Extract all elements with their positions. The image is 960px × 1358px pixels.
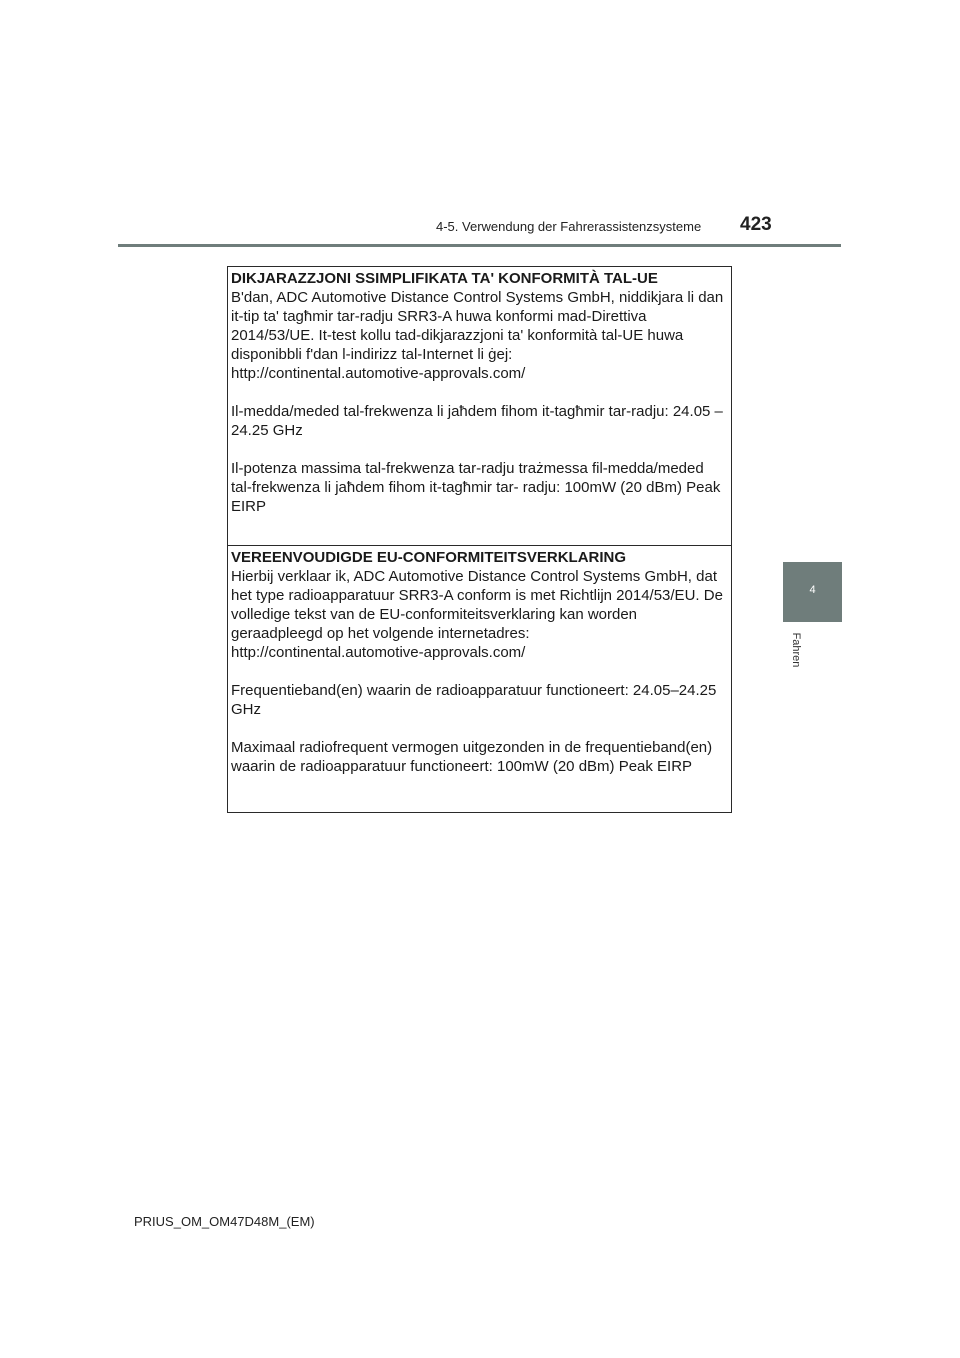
frequency-band-text: Frequentieband(en) waarin de radioapparatuur functioneert: 24.05–24.25 GHz xyxy=(231,682,717,718)
declaration-statement xyxy=(231,288,727,383)
declaration-maltese xyxy=(228,267,731,545)
chapter-label xyxy=(786,628,806,678)
header-divider xyxy=(118,244,841,247)
declaration-heading: VEREENVOUDIGDE EU-CONFORMITEITSVERKLARING xyxy=(231,549,627,566)
frequency-band-text: Il-medda/meded tal-frekwenza li jaħdem fihom it-tagħmir tar-radju: 24.05 –24.25 GHz xyxy=(231,403,723,439)
chapter-label-text: Fahren xyxy=(790,632,802,668)
declaration-heading: DIKJARAZZJONI SSIMPLIFIKATA TA' KONFORMITÀ TAL-UE xyxy=(231,270,658,287)
declaration-url: http://continental.automotive-approvals.com/ xyxy=(231,644,526,661)
document-code: PRIUS_OM_OM47D48M_(EM) xyxy=(134,1214,315,1229)
statement-text: B'dan, ADC Automotive Distance Control Systems GmbH, niddikjara li dan it-tip ta' tagħmir tar-radju SRR3-A huwa konformi mad-Direttiva 2014/53/UE. It-test kollu tad-dikjarazzjoni ta' konformità tal-UE huwa disponibbli f'dan l-indirizz tal-Internet li ġej: xyxy=(231,289,724,363)
page-number: 423 xyxy=(740,214,772,235)
chapter-number: 4 xyxy=(809,584,816,596)
statement-text: Hierbij verklaar ik, ADC Automotive Distance Control Systems GmbH, dat het type radioapparatuur SRR3-A conform is met Richtlijn 2014/53/EU. De volledige tekst van de EU-conformiteitsverklaring kan worden geraadpleegd op het volgende internetadres: xyxy=(231,568,723,642)
max-power-text: Il-potenza massima tal-frekwenza tar-radju trażmessa fil-medda/meded tal-frekwenza li jaħdem fihom it-tagħmir tar- radju: 100mW (20 dBm) Peak EIRP xyxy=(231,460,721,515)
declaration-url: http://continental.automotive-approvals.com/ xyxy=(231,365,526,382)
section-title: 4-5. Verwendung der Fahrerassistenzsysteme xyxy=(436,219,702,234)
max-power-text: Maximaal radiofrequent vermogen uitgezonden in de frequentieband(en) waarin de radioapparatuur functioneert: 100mW (20 dBm) Peak EIRP xyxy=(231,739,713,775)
chapter-tab xyxy=(783,562,842,622)
declaration-dutch xyxy=(228,545,731,812)
declaration-statement xyxy=(231,567,727,662)
declarations-box xyxy=(227,266,732,813)
